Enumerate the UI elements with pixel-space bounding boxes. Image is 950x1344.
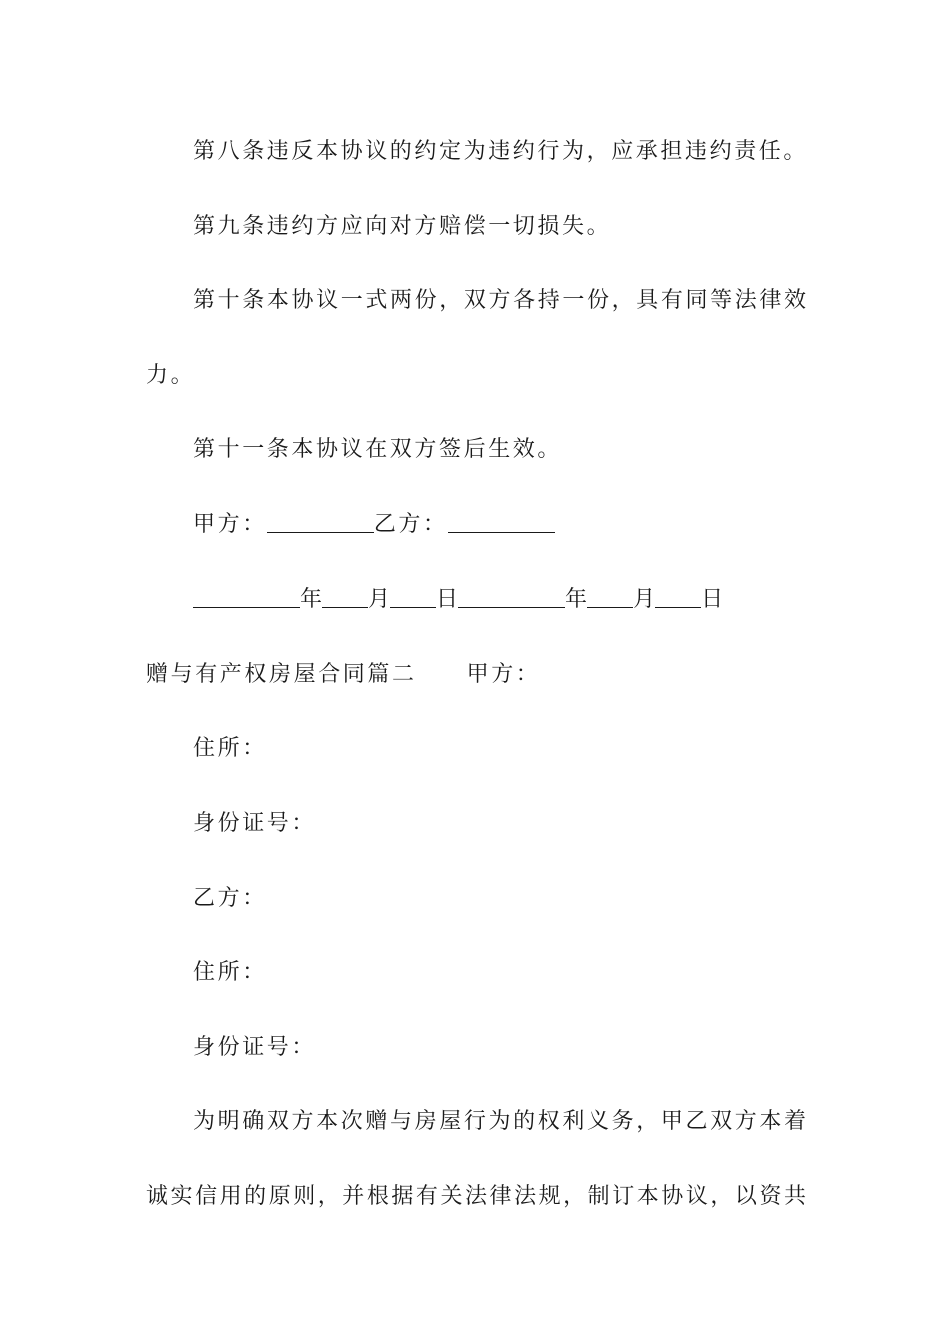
month-blank-a — [322, 585, 368, 608]
day-blank-a — [390, 585, 436, 608]
year-label-b: 年 — [565, 587, 588, 612]
party-b-blank — [448, 510, 555, 533]
party-b-id: 身份证号： — [193, 1035, 317, 1060]
month-label-a: 月 — [368, 587, 391, 612]
month-blank-b — [587, 585, 633, 608]
section-two-heading: 赠与有产权房屋合同篇二 — [146, 662, 417, 687]
article-10-line-2: 力。 — [146, 363, 196, 388]
article-11: 第十一条本协议在双方签后生效。 — [193, 437, 563, 462]
article-9: 第九条违约方应向对方赔偿一切损失。 — [193, 214, 612, 239]
signature-line — [193, 510, 806, 540]
date-line — [193, 585, 806, 615]
party-b-address: 住所： — [193, 960, 267, 985]
party-a-label: 甲方： — [193, 512, 267, 537]
day-label-a: 日 — [436, 587, 459, 612]
party-b-heading: 乙方： — [193, 886, 267, 911]
preamble-line-2: 诚实信用的原则，并根据有关法律法规，制订本协议，以资共 — [146, 1184, 806, 1209]
day-label-b: 日 — [701, 587, 724, 612]
month-label-b: 月 — [633, 587, 656, 612]
preamble-line-1: 为明确双方本次赠与房屋行为的权利义务，甲乙双方本着 — [193, 1109, 806, 1134]
party-a-id: 身份证号： — [193, 811, 317, 836]
section-two-heading-line — [146, 660, 806, 690]
party-a-address: 住所： — [193, 736, 267, 761]
section-two-party-a: 甲方： — [466, 662, 541, 687]
article-10-line-1: 第十条本协议一式两份，双方各持一份，具有同等法律效 — [193, 288, 806, 313]
party-b-label: 乙方： — [373, 512, 448, 537]
party-a-blank — [267, 510, 374, 533]
article-8: 第八条违反本协议的约定为违约行为，应承担违约责任。 — [193, 139, 809, 164]
year-label-a: 年 — [300, 587, 323, 612]
day-blank-b — [655, 585, 701, 608]
year-blank-a — [193, 585, 300, 608]
year-blank-b — [458, 585, 565, 608]
